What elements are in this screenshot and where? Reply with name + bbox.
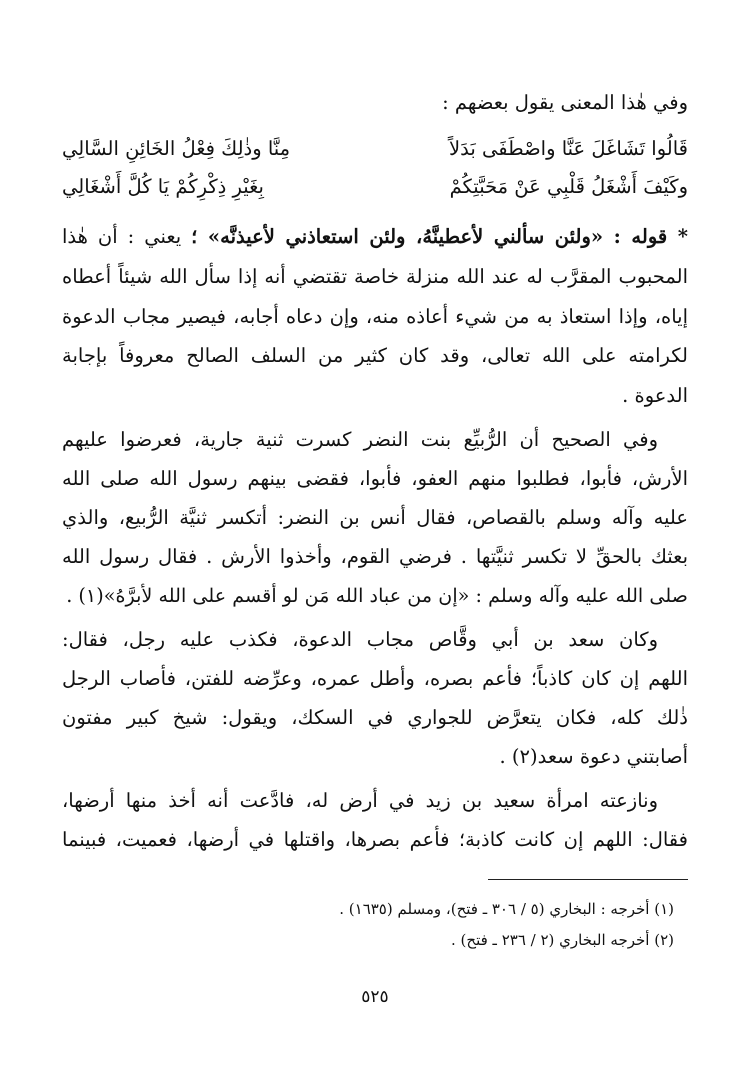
para2-line-1: وفي الصحيح أن الرُّبيِّع بنت النضر كسرت ثنية جارية، فعرضوا عليهم xyxy=(62,428,658,451)
footnote-1: (١) أخرجه : البخاري (٥ / ٣٠٦ ـ فتح)، ومسلم (١٦٣٥) . xyxy=(339,900,674,918)
para1-line-1-rest: يعني : أن هٰذا xyxy=(62,225,192,248)
para4-line-1: ونازعته امرأة سعيد بن زيد في أرض له، فادَّعت أنه أخذ منها أرضها، xyxy=(62,789,658,812)
footnote-2: (٢) أخرجه البخاري (٢ / ٢٣٦ ـ فتح) . xyxy=(451,931,674,949)
para3-line-2: اللهم إن كان كاذباً؛ فأعم بصره، وأطل عمره، وعرِّضه للفتن، فأصاب الرجل xyxy=(62,667,688,690)
para2-line-3: عليه وآله وسلم بالقصاص، فقال أنس بن النضر: أتكسر ثنيَّة الرُّبيع، والذي xyxy=(62,506,688,529)
verse-line-2 xyxy=(62,168,688,206)
verse-1-second-hemistich: مِنَّا وذٰلِكَ فِعْلُ الخَائِنِ السَّالِي xyxy=(62,137,291,160)
verse-line-1 xyxy=(62,130,688,168)
verse-2-first-hemistich: وكَيْفَ أَشْغَلُ قَلْبِي عَنْ مَحَبَّتِكُمْ xyxy=(449,175,688,198)
para3-line-4: أصابتني دعوة سعد(٢) . xyxy=(499,745,688,768)
para3-line-3: ذٰلك كله، فكان يتعرَّض للجواري في السكك، ويقول: شيخ كبير مفتون xyxy=(62,706,688,729)
para1-line-4: لكرامته على الله تعالى، وقد كان كثير من السلف الصالح معروفاً بإجابة xyxy=(62,344,688,367)
para4-line-2: فقال: اللهم إن كانت كاذبة؛ فأعم بصرها، واقتلها في أرضها، فعميت، فبينما xyxy=(62,828,688,851)
para2-line-4: بعثك بالحقِّ لا تكسر ثنيَّتها . فرضي القوم، وأخذوا الأرش . فقال رسول الله xyxy=(62,545,688,568)
para1-line-1 xyxy=(62,217,688,257)
para1-line-3: إياه، وإذا استعاذ به من شيء أعاذه منه، وإن دعاه أجابه، فيصير مجاب الدعوة xyxy=(62,305,688,328)
page-number: ٥٢٥ xyxy=(361,987,389,1007)
para2-line-5: صلى الله عليه وآله وسلم : «إن من عباد الله مَن لو أقسم على الله لأبرَّهُ»(١) . xyxy=(66,584,688,607)
para1-line-5: الدعوة . xyxy=(622,384,688,407)
verse-1-first-hemistich: قَالُوا تَشَاغَلَ عَنَّا واصْطَفَى بَدَلاً xyxy=(449,137,688,160)
verse-2-second-hemistich: بِغَيْرِ ذِكْرِكُمْ يَا كُلَّ أَشْغَالِي xyxy=(62,175,264,198)
footnote-separator xyxy=(488,879,688,880)
para1-line-2: المحبوب المقرَّب له عند الله منزلة خاصة تقتضي أنه إذا سأل الله شيئاً أعطاه xyxy=(62,265,688,288)
para3-line-1: وكان سعد بن أبي وقَّاص مجاب الدعوة، فكذب عليه رجل، فقال: xyxy=(62,628,658,651)
para2-line-2: الأرش، فأبوا، فطلبوا منهم العفو، فأبوا، فقضى بينهم رسول الله صلى الله xyxy=(62,467,688,490)
hadith-quote: * قوله : «ولئن سألني لأعطينَّهُ، ولئن استعاذني لأعيذنَّه» ؛ xyxy=(191,225,688,248)
verse-intro: وفي هٰذا المعنى يقول بعضهم : xyxy=(442,91,688,114)
